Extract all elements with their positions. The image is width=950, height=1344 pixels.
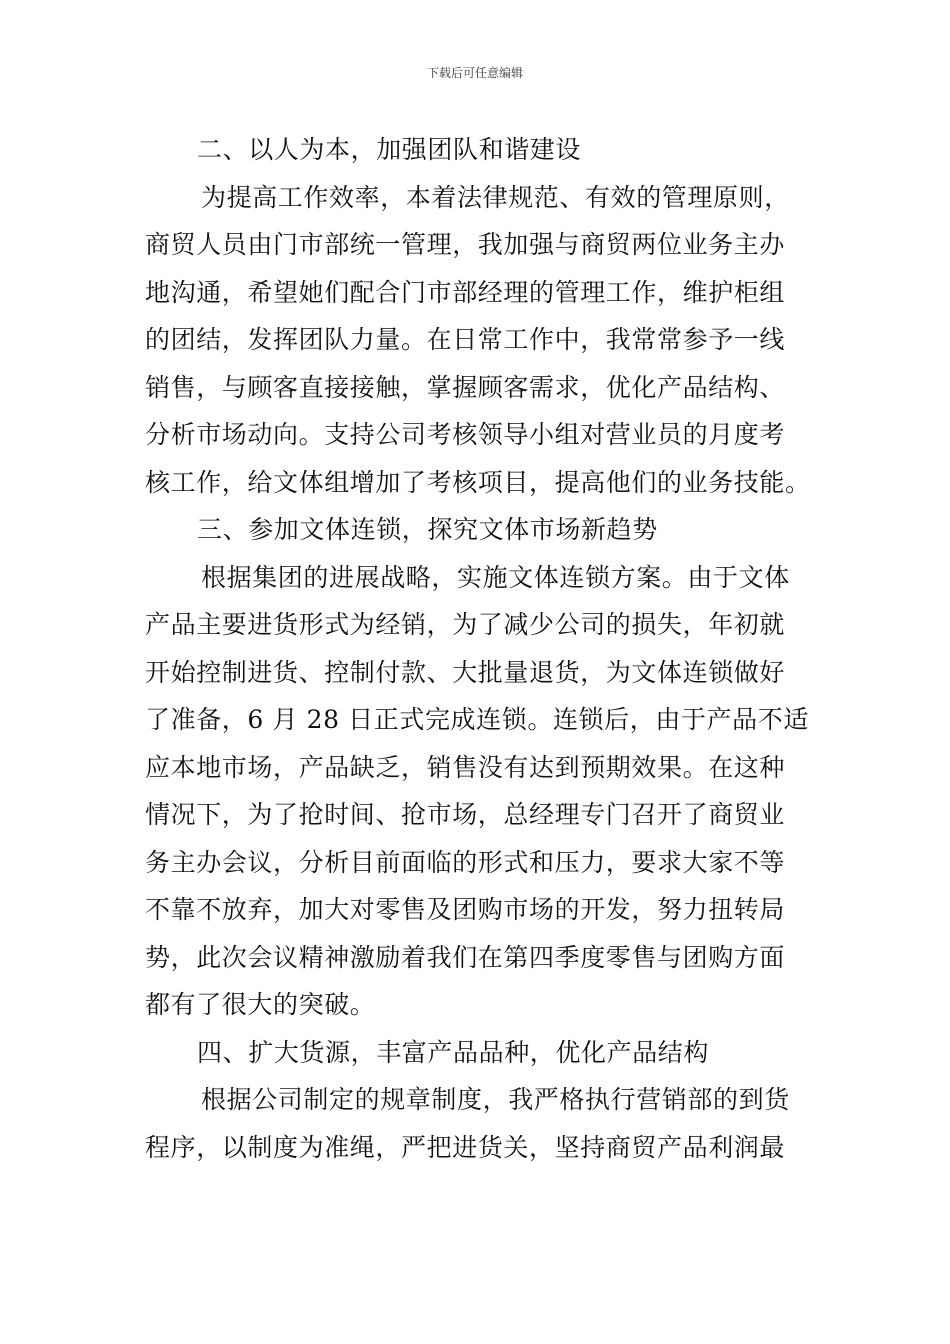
paragraph-line: 地沟通，希望她们配合门市部经理的管理工作，维护柜组 (145, 277, 786, 307)
paragraph-line: 为提高工作效率，本着法律规范、有效的管理原则， (201, 182, 790, 212)
paragraph-line: 开始控制进货、控制付款、大批量退货，为文体连锁做好 (145, 657, 786, 687)
paragraph-line: 根据集团的进展战略，实施文体连锁方案。由于文体 (201, 562, 790, 592)
paragraph-line: 根据公司制定的规章制度，我严格执行营销部的到货 (201, 1085, 790, 1114)
paragraph-line: 了准备，6 月 28 日正式完成连锁。连锁后，由于产品不适 (145, 705, 809, 734)
paragraph-line: 势，此次会议精神激励着我们在第四季度零售与团购方面 (145, 942, 786, 972)
page-header: 下载后可任意编辑 (426, 66, 523, 80)
document-body (145, 126, 810, 1171)
section-heading: 二、以人为本，加强团队和谐建设 (197, 135, 582, 164)
paragraph-line: 销售，与顾客直接接触，掌握顾客需求，优化产品结构、 (145, 372, 786, 402)
paragraph-line: 程序，以制度为准绳，严把进货关，坚持商贸产品利润最 (145, 1132, 786, 1162)
paragraph-line: 情况下，为了抢时间、抢市场，总经理专门召开了商贸业 (145, 800, 786, 829)
paragraph-line: 不靠不放弃，加大对零售及团购市场的开发，努力扭转局 (145, 895, 786, 924)
paragraph-line: 都有了很大的突破。 (145, 990, 376, 1019)
paragraph-line: 商贸人员由门市部统一管理，我加强与商贸两位业务主办 (145, 230, 786, 259)
paragraph-line: 应本地市场，产品缺乏，销售没有达到预期效果。在这种 (145, 752, 786, 782)
section-heading: 四、扩大货源，丰富产品品种，优化产品结构 (197, 1037, 710, 1067)
section-heading: 三、参加文体连锁，探究文体市场新趋势 (197, 515, 658, 544)
paragraph-line: 的团结，发挥团队力量。在日常工作中，我常常参予一线 (145, 325, 786, 354)
paragraph-line: 核工作，给文体组增加了考核项目，提高他们的业务技能。 (145, 467, 811, 497)
paragraph-line: 务主办会议，分析目前面临的形式和压力，要求大家不等 (145, 847, 786, 877)
paragraph-line: 产品主要进货形式为经销，为了减少公司的损失，年初就 (145, 610, 786, 639)
paragraph-line: 分析市场动向。支持公司考核领导小组对营业员的月度考 (145, 420, 786, 449)
